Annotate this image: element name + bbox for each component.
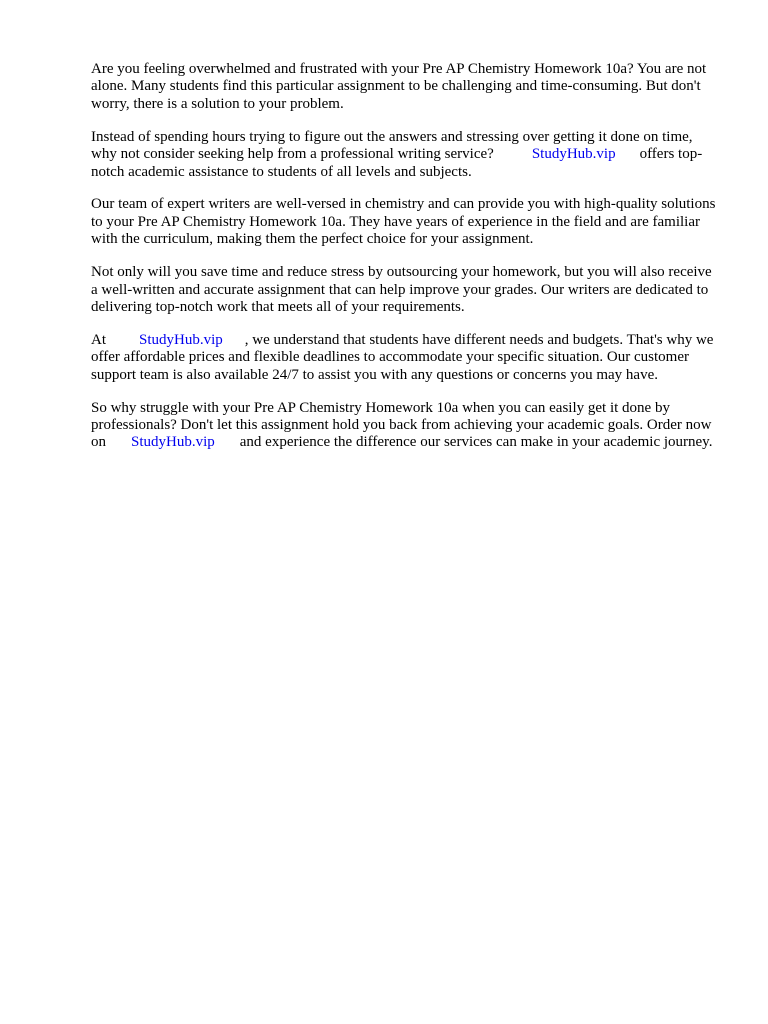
paragraph-call-to-action bbox=[91, 400, 716, 452]
paragraph-call-to-action-text-after: and experience the difference our services can make in your academic journey. bbox=[239, 434, 713, 451]
paragraph-writing-service bbox=[91, 129, 716, 181]
paragraph-expert-writers: Our team of expert writers are well-versed in chemistry and can provide you with high-quality solutions to your Pre AP Chemistry Homework 10a. They have years of experience in the field and are familiar with the curriculum, making them the perfect choice for your assignment. bbox=[91, 196, 716, 248]
paragraph-writing-service-text: Instead of spending hours trying to figure out the answers and stressing over getting it done on time, why not consider seeking help from a professional writing service? bbox=[91, 128, 693, 163]
studyhub-link[interactable]: StudyHub.vip bbox=[139, 331, 223, 348]
paragraph-benefits: Not only will you save time and reduce stress by outsourcing your homework, but you will also receive a well-written and accurate assignment that can help improve your grades. Our writers are dedicated to delivering top-notch work that meets all of your requirements. bbox=[91, 264, 712, 315]
paragraph-pricing-text-after: , we understand that students have different needs and budgets. That's why we offer affordable prices and flexible deadlines to accommodate your specific situation. Our customer support team is also available 24/7 to assist you with any questions or concerns you may have. bbox=[91, 331, 714, 383]
paragraph-call-to-action-text: So why struggle with your Pre AP Chemistry Homework 10a when you can easily get it done by professionals? Don't let this assignment hold you back from achieving your academic goals. Order now on bbox=[91, 399, 712, 451]
paragraph-writing-service-text-after: offers top-notch academic assistance to students of all levels and subjects. bbox=[91, 146, 703, 180]
studyhub-link[interactable]: StudyHub.vip bbox=[531, 146, 616, 163]
paragraph-intro: Are you feeling overwhelmed and frustrated with your Pre AP Chemistry Homework 10a? You are not alone. Many students find this particular assignment to be challenging and time-consuming. But don't worry, there is a solution to your problem. bbox=[91, 61, 707, 112]
paragraph-pricing bbox=[91, 332, 716, 384]
paragraph-pricing-text: At bbox=[91, 331, 106, 348]
document-body bbox=[91, 61, 716, 467]
studyhub-link[interactable]: StudyHub.vip bbox=[131, 434, 215, 451]
